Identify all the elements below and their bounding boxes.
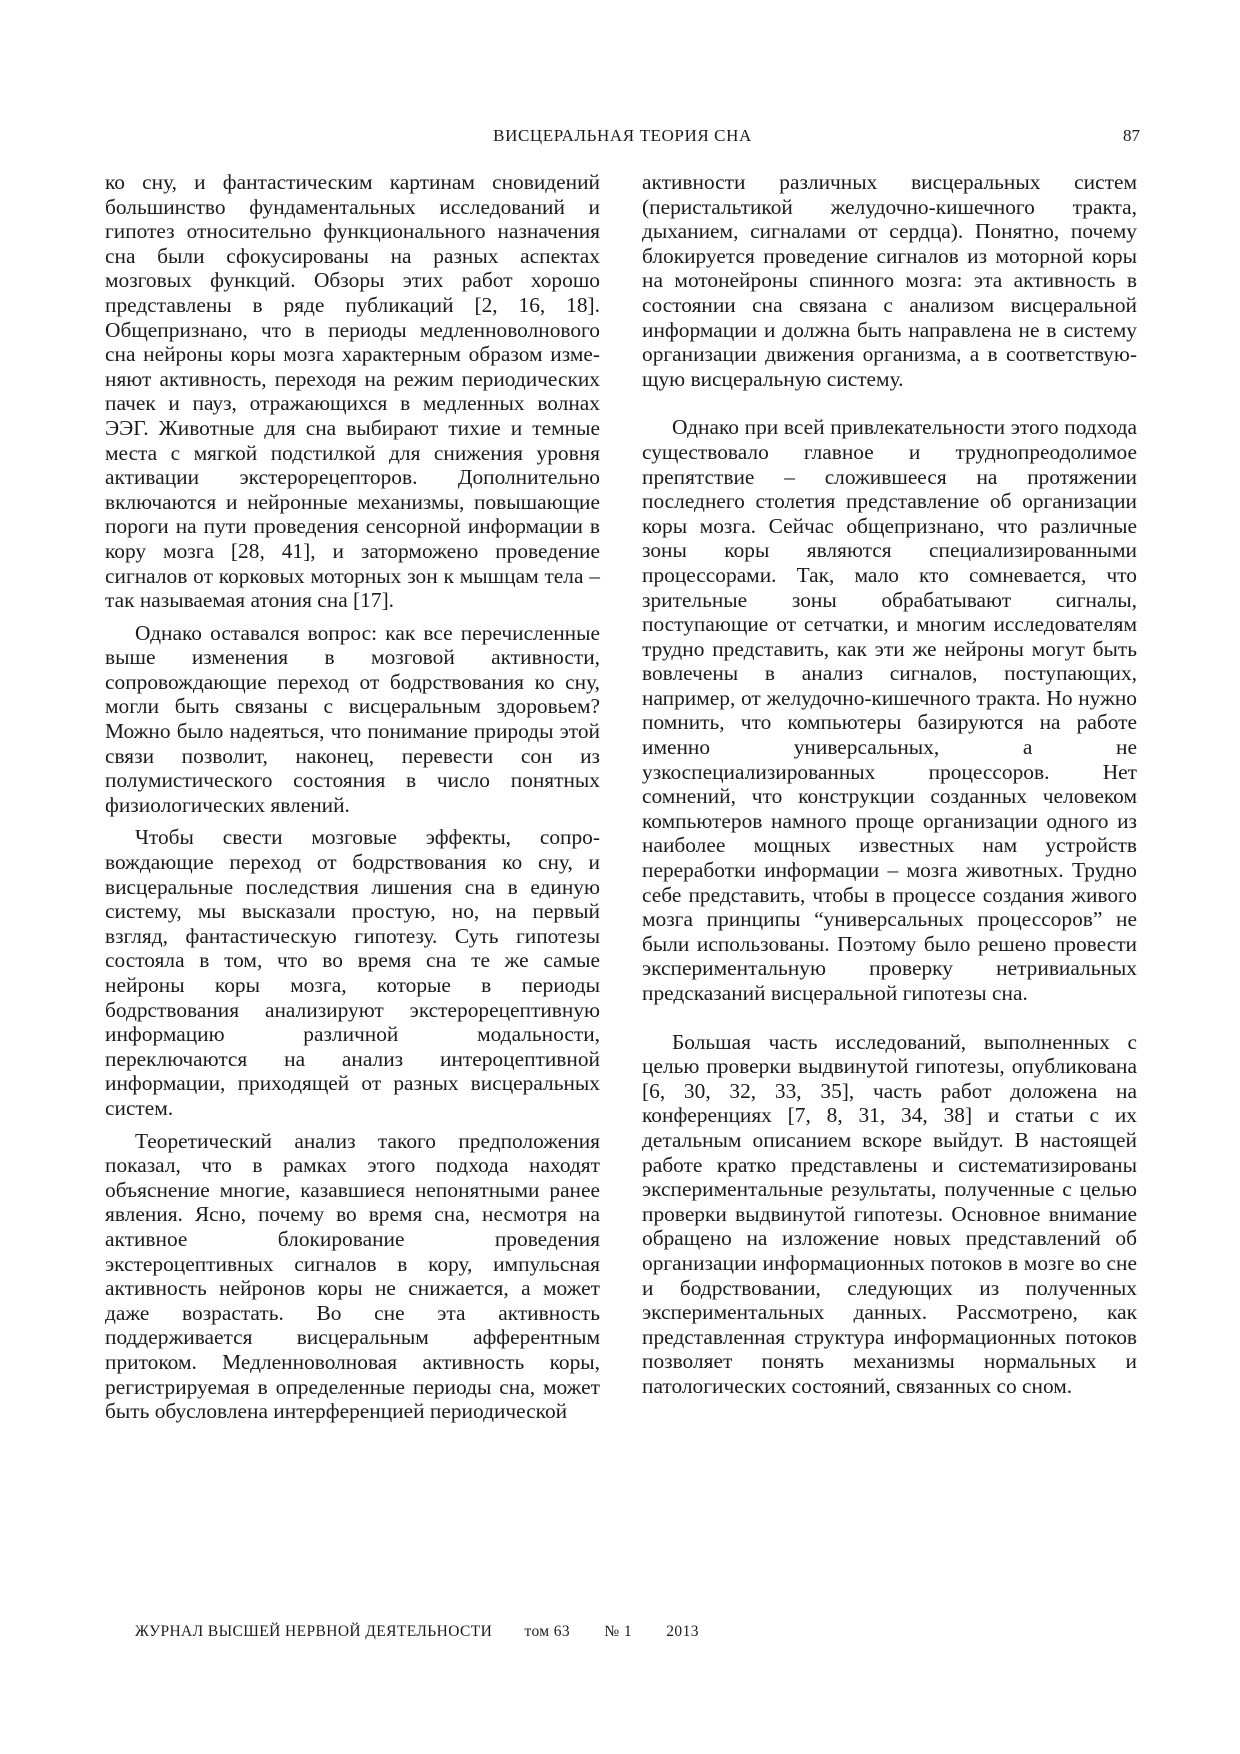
journal-volume: том 63	[524, 1623, 571, 1640]
left-column	[105, 170, 600, 1424]
paragraph: Большая часть исследований, выполненных с целью проверки выдвинутой гипотезы, опубликована [6, 30, 32, 33, 35], часть работ доложена на конференциях [7, 8, 31, 34, 38] и статьи с их детальным описанием вскоре выйдут. В настоящей работе кратко представлены и систематизированы экспериментальные результаты, полученные с целью проверки выдвинутой гипотезы. Основное внимание обращено на изложение новых представлений об организации информационных потоков в мозге во сне и бодрствовании, следующих из полученных экспериментальных данных. Рассмотрено, как представленная структура информационных потоков позволяет понять механизмы нормальных и патологических состояний, связанных со сном.	[642, 1029, 1137, 1398]
journal-issue: № 1	[604, 1623, 632, 1640]
running-head	[105, 126, 1140, 156]
page-number: 87	[1123, 126, 1140, 145]
paragraph: активности различных висцеральных систем (перистальтикой желудочно-кишечного тракта, дыханием, сигналами от сердца). Понятно, почему блокируется проведение сигналов из моторной коры на мотонейроны спинного мозга: эта активность в состоянии сна связана с анализом висцеральной информации и должна быть направлена не в систему организации движения организма, а в соответствующую висцеральную систему.	[642, 170, 1137, 391]
paragraph: Теоретический анализ такого предположения показал, что в рамках этого подхода находят объяснение многие, казавшиеся непонятными ранее явления. Ясно, почему во время сна, несмотря на активное блокирование проведения экстероцептивных сигналов в кору, импульсная активность нейронов коры не снижается, а может даже возрастать. Во сне эта активность поддерживается висцеральным афферентным притоком. Медленноволновая активность коры, регистрируемая в определенные периоды сна, может быть обусловлена интерференцией периодической	[105, 1128, 600, 1424]
right-column	[642, 170, 1137, 1399]
paragraph: Однако оставался вопрос: как все перечисленные выше изменения в мозговой активности, сопровождающие переход от бодрствования ко сну, могли быть связаны с висцеральным здоровьем? Можно было надеяться, что понимание природы этой связи позволит, наконец, перевести сон из полумистического состояния в число понятных физиологических явлений.	[105, 620, 600, 817]
page-footer	[135, 1623, 699, 1641]
journal-name: ЖУРНАЛ ВЫСШЕЙ НЕРВНОЙ ДЕЯТЕЛЬНОСТИ	[135, 1623, 493, 1640]
paragraph: ко сну, и фантастическим картинам сновидений большинство фундаментальных исследований и гипотез относительно функционального назначения сна были сфокусированы на разных аспектах мозговых функций. Обзоры этих работ хорошо представлены в ряде публикаций [2, 16, 18]. Общепризнано, что в периоды медленноволнового сна нейроны коры мозга характерным образом изменяют активность, переходя на режим периодических пачек и пауз, отражающихся в медленных волнах ЭЭГ. Животные для сна выбирают тихие и темные места с мягкой подстилкой для снижения уровня активации экстерорецепторов. Дополнительно включаются и нейронные механизмы, повышающие пороги на пути проведения сенсорной информации в кору мозга [28, 41], и заторможено проведение сигналов от корковых моторных зон к мышцам тела – так называемая атония сна [17].	[105, 170, 600, 613]
running-title: ВИСЦЕРАЛЬНАЯ ТЕОРИЯ СНА	[493, 126, 752, 145]
paragraph: Чтобы свести мозговые эффекты, сопровождающие переход от бодрствования ко сну, и висцеральные последствия лишения сна в единую систему, мы высказали простую, но, на первый взгляд, фантастическую гипотезу. Суть гипотезы состояла в том, что во время сна те же самые нейроны коры мозга, которые в периоды бодрствования анализируют экстерорецептивную информацию различной модальности, переключаются на анализ интероцептивной информации, приходящей от разных висцеральных систем.	[105, 825, 600, 1120]
journal-year: 2013	[666, 1623, 699, 1640]
paragraph: Однако при всей привлекательности этого подхода существовало главное и труднопреодолимое препятствие – сложившееся на протяжении последнего столетия представление об организации коры мозга. Сейчас общепризнано, что различные зоны коры являются специализированными процессорами. Так, мало кто сомневается, что зрительные зоны обрабатывают сигналы, поступающие от сетчатки, и многим исследователям трудно представить, как эти же нейроны могут быть вовлечены в анализ сигналов, поступающих, например, от желудочно-кишечного тракта. Но нужно помнить, что компьютеры базируются на работе именно универсальных, а не узкоспециализированных процессоров. Нет сомнений, что конструкции созданных человеком компьютеров намного проще организации одного из наиболее мощных известных нам устройств переработки информации – мозга животных. Трудно себе представить, чтобы в процессе создания живого мозга принципы “универсальных процессоров” не были использованы. Поэтому было решено провести экспериментальную проверку нетривиальных предсказаний висцеральной гипотезы сна.	[642, 415, 1137, 1005]
